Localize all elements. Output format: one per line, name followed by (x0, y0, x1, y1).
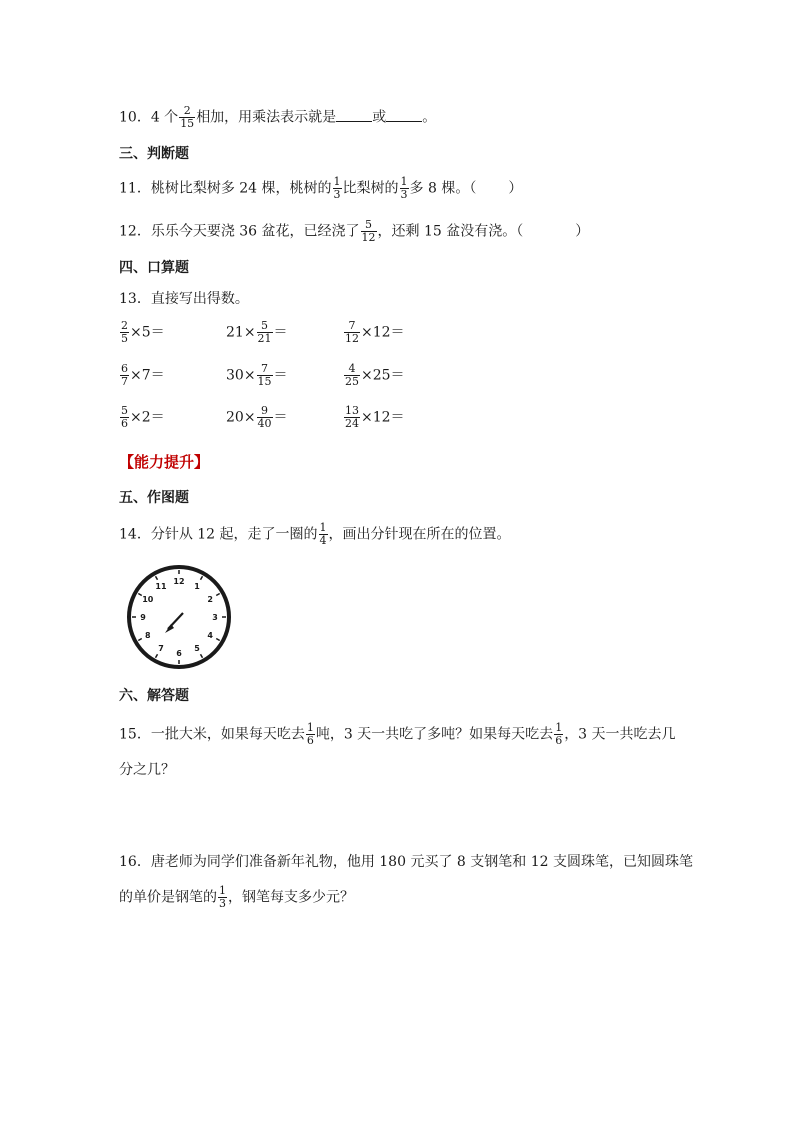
denominator: 15 (257, 375, 272, 388)
paren-close: ） (508, 180, 523, 197)
fraction (120, 320, 129, 345)
numerator: 4 (348, 362, 356, 375)
section-heading-5: 五、作图题 (119, 490, 189, 506)
calc-post: ×7＝ (130, 367, 165, 384)
clock-number: 4 (207, 631, 213, 640)
denominator: 7 (121, 375, 128, 388)
calc-post: ×12＝ (361, 324, 405, 341)
calc-post: ×5＝ (130, 324, 165, 341)
numerator: 2 (183, 104, 191, 117)
denominator: 6 (555, 734, 563, 747)
clock-number: 5 (194, 644, 200, 654)
clock-number: 2 (207, 595, 213, 604)
denominator: 4 (319, 534, 327, 547)
question-number: 12． (119, 223, 151, 240)
numerator: 1 (219, 884, 226, 897)
q15-text-a: 一批大米，如果每天吃去 (150, 726, 305, 743)
fraction (179, 105, 195, 130)
question-number: 14． (119, 526, 151, 543)
denominator: 25 (345, 375, 359, 388)
calc-item (343, 363, 405, 388)
denominator: 21 (257, 332, 272, 345)
question-number: 10． (119, 109, 151, 126)
numerator: 9 (261, 404, 269, 417)
fraction (306, 722, 315, 747)
clock-number: 1 (194, 581, 200, 591)
calc-post: ×12＝ (361, 409, 405, 426)
question-15 (119, 722, 676, 747)
q10-text-a: 4 个 (150, 109, 179, 126)
calc-post: ＝ (273, 324, 288, 341)
q16-text-a: 唐老师为同学们准备新年礼物，他用 180 元买了 8 支钢笔和 12 支圆珠笔，已知圆珠笔 (150, 854, 693, 870)
q10-text-b: 相加，用乘法表示就是 (196, 109, 337, 126)
q14-text-a: 分针从 12 起，走了一圈的 (150, 526, 318, 543)
calc-post: ＝ (273, 409, 288, 426)
denominator: 3 (400, 188, 408, 201)
clock-number: 12 (173, 577, 185, 586)
denominator: 6 (121, 417, 128, 430)
paren-close: ） (575, 223, 590, 240)
denominator: 5 (121, 332, 128, 345)
question-10 (119, 105, 436, 130)
numerator: 13 (345, 404, 359, 417)
question-number: 16． (119, 854, 151, 870)
question-14 (119, 522, 511, 547)
numerator: 6 (121, 362, 128, 375)
numerator: 7 (348, 319, 356, 332)
numerator: 5 (121, 404, 128, 417)
q12-text-a: 乐乐今天要浇 36 盆花，已经浇了 (150, 223, 360, 240)
fraction (344, 363, 360, 388)
fraction (257, 363, 273, 388)
q15-text-b: 吨，3 天一共吃了多吨？如果每天吃去 (315, 726, 554, 743)
section-heading-3: 三、判断题 (119, 146, 189, 162)
q10-text-d: 。 (422, 109, 437, 126)
calc-item (226, 320, 288, 345)
denominator: 24 (345, 417, 359, 430)
calc-pre: 30× (226, 367, 256, 384)
q11-text-b: 比梨树的 (342, 180, 399, 197)
denominator: 12 (361, 231, 376, 244)
question-number: 11． (119, 180, 151, 197)
q11-text-c: 多 8 棵。（ (409, 180, 477, 197)
q10-text-c: 或 (372, 109, 387, 126)
question-number: 15． (119, 726, 151, 743)
q12-text-b: ，还剩 15 盆没有浇。（ (377, 223, 524, 240)
answer-blank-1[interactable] (336, 107, 372, 122)
clock-number: 3 (212, 613, 218, 622)
fraction (257, 405, 273, 430)
calc-post: ×2＝ (130, 409, 165, 426)
denominator: 6 (306, 734, 314, 747)
section-heading-4: 四、口算题 (119, 260, 189, 276)
clock-number: 10 (142, 595, 154, 604)
ability-heading: 【能力提升】 (119, 453, 210, 471)
calc-post: ＝ (273, 367, 288, 384)
numerator: 1 (555, 721, 563, 734)
q16-text-c: ，钢笔每支多少元？ (228, 889, 354, 906)
fraction (344, 405, 360, 430)
numerator: 1 (306, 721, 314, 734)
clock-face[interactable] (125, 563, 233, 671)
calc-pre: 20× (226, 409, 256, 426)
calc-item (119, 363, 165, 388)
denominator: 40 (257, 417, 272, 430)
fraction (333, 176, 342, 201)
q15-text-c: ，3 天一共吃去几 (564, 726, 676, 743)
numerator: 7 (261, 362, 269, 375)
question-12 (119, 219, 589, 244)
section-heading-6: 六、解答题 (119, 688, 189, 704)
calc-item (343, 320, 405, 345)
numerator: 1 (333, 175, 341, 188)
question-16-line2 (119, 885, 354, 910)
question-16 (119, 852, 693, 872)
calc-item (119, 320, 165, 345)
fraction (554, 722, 563, 747)
fraction (319, 522, 328, 547)
numerator: 1 (400, 175, 408, 188)
answer-blank-2[interactable] (386, 107, 422, 122)
calc-item (343, 405, 405, 430)
calc-post: ×25＝ (361, 367, 405, 384)
calc-item (226, 363, 288, 388)
clock-number: 8 (145, 631, 151, 640)
fraction (120, 405, 129, 430)
fraction (400, 176, 409, 201)
numerator: 1 (319, 521, 327, 534)
calc-pre: 21× (226, 324, 256, 341)
denominator: 3 (219, 897, 226, 910)
denominator: 3 (333, 188, 341, 201)
fraction (257, 320, 273, 345)
clock-number: 9 (140, 613, 146, 622)
q14-text-b: ，画出分针现在所在的位置。 (328, 526, 511, 543)
numerator: 5 (261, 319, 269, 332)
fraction (361, 219, 377, 244)
q11-text-a: 桃树比梨树多 24 棵，桃树的 (150, 180, 332, 197)
question-13: 13．直接写出得数。 (119, 291, 249, 307)
denominator: 12 (345, 332, 359, 345)
calc-item (226, 405, 288, 430)
clock-number: 6 (176, 649, 182, 658)
denominator: 15 (180, 117, 195, 130)
clock-number: 7 (158, 644, 164, 654)
fraction (344, 320, 360, 345)
calc-item (119, 405, 165, 430)
fraction (120, 363, 129, 388)
numerator: 2 (121, 319, 128, 332)
clock-number: 11 (155, 581, 167, 591)
question-11 (119, 176, 522, 201)
question-15-line2: 分之几？ (119, 762, 175, 778)
numerator: 5 (365, 218, 373, 231)
q16-text-b: 的单价是钢笔的 (119, 889, 217, 906)
fraction (218, 885, 227, 910)
